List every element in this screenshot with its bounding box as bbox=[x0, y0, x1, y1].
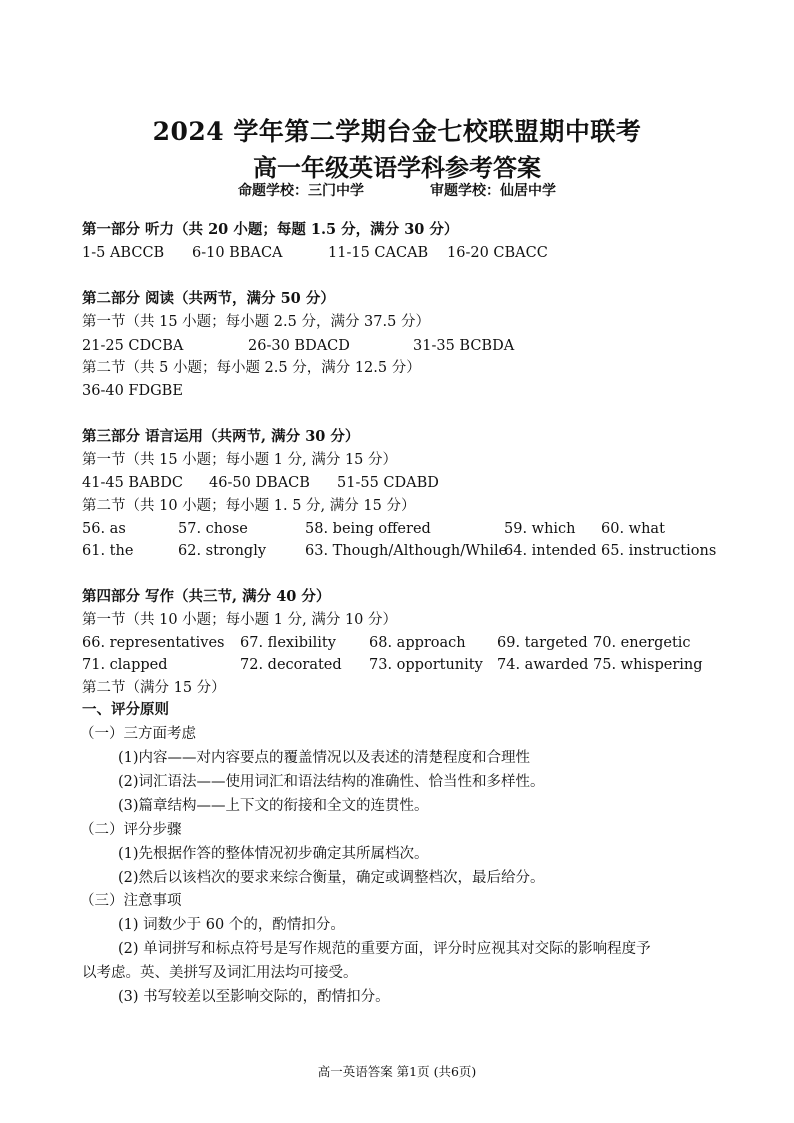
answer-item: 67. flexibility bbox=[240, 635, 336, 651]
part4-heading: 第四部分 写作（共三节, 满分 40 分） bbox=[82, 588, 331, 605]
page-title: 2024 学年第二学期台金七校联盟期中联考 bbox=[152, 117, 642, 146]
answer-item: 65. instructions bbox=[601, 543, 717, 559]
part2-section2: 第二节（共 5 小题；每小题 2.5 分，满分 12.5 分） bbox=[82, 360, 421, 376]
answer-item: 58. being offered bbox=[305, 521, 431, 537]
grading-sub-heading: （三）注意事项 bbox=[80, 893, 182, 909]
answer-item: 64. intended bbox=[504, 543, 597, 559]
answer-item: 60. what bbox=[601, 521, 665, 537]
answer-item: 61. the bbox=[82, 543, 134, 559]
answer-item: 75. whispering bbox=[593, 657, 703, 673]
grading-item: (1)内容——对内容要点的覆盖情况以及表述的清楚程度和合理性 bbox=[118, 750, 531, 766]
part4-section2: 第二节（满分 15 分） bbox=[82, 680, 226, 696]
review-school: 审题学校：仙居中学 bbox=[430, 183, 556, 199]
answer-item: 62. strongly bbox=[178, 543, 267, 559]
answer-group: 36-40 FDGBE bbox=[82, 383, 183, 399]
answer-item: 56. as bbox=[82, 521, 126, 537]
answer-group: 1-5 ABCCB bbox=[82, 245, 165, 261]
part3-section1: 第一节（共 15 小题；每小题 1 分, 满分 15 分） bbox=[82, 452, 397, 468]
grading-heading: 一、评分原则 bbox=[82, 701, 169, 718]
answer-group: 51-55 CDABD bbox=[337, 475, 439, 491]
answer-item: 59. which bbox=[504, 521, 576, 537]
author-school: 命题学校：三门中学 bbox=[238, 183, 364, 199]
answer-group: 11-15 CACAB bbox=[328, 245, 429, 261]
answer-item: 68. approach bbox=[369, 635, 466, 651]
part3-heading: 第三部分 语言运用（共两节, 满分 30 分） bbox=[82, 428, 360, 445]
answer-group: 21-25 CDCBA bbox=[82, 338, 184, 354]
page-subtitle: 高一年级英语学科参考答案 bbox=[253, 153, 541, 182]
answer-group: 6-10 BBACA bbox=[192, 245, 283, 261]
grading-item: (2) 单词拼写和标点符号是写作规范的重要方面，评分时应视其对交际的影响程度予 bbox=[118, 941, 651, 957]
grading-sub-heading: （一）三方面考虑 bbox=[80, 726, 196, 742]
grading-item: (2)词汇语法——使用词汇和语法结构的准确性、恰当性和多样性。 bbox=[118, 774, 545, 790]
part2-heading: 第二部分 阅读（共两节，满分 50 分） bbox=[82, 290, 335, 307]
grading-item: (1) 词数少于 60 个的，酌情扣分。 bbox=[118, 917, 345, 933]
grading-sub-heading: （二）评分步骤 bbox=[80, 822, 182, 838]
school-info bbox=[0, 180, 794, 200]
answer-item: 63. Though/Although/While bbox=[305, 543, 508, 559]
part3-section2: 第二节（共 10 小题；每小题 1. 5 分, 满分 15 分） bbox=[82, 498, 416, 514]
part2-section1: 第一节（共 15 小题；每小题 2.5 分，满分 37.5 分） bbox=[82, 314, 430, 330]
answer-item: 70. energetic bbox=[593, 635, 691, 651]
part1-heading: 第一部分 听力（共 20 小题；每题 1.5 分，满分 30 分） bbox=[82, 221, 459, 238]
answer-item: 57. chose bbox=[178, 521, 248, 537]
grading-item: (2)然后以该档次的要求来综合衡量，确定或调整档次，最后给分。 bbox=[118, 870, 545, 886]
grading-item: (3) 书写较差以至影响交际的，酌情扣分。 bbox=[118, 989, 390, 1005]
grading-item: (3)篇章结构——上下文的衔接和全文的连贯性。 bbox=[118, 798, 429, 814]
answer-item: 74. awarded bbox=[497, 657, 589, 673]
answer-group: 16-20 CBACC bbox=[447, 245, 548, 261]
page-footer: 高一英语答案 第1页 (共6页) bbox=[317, 1064, 477, 1079]
answer-group: 41-45 BABDC bbox=[82, 475, 183, 491]
answer-group: 31-35 BCBDA bbox=[413, 338, 515, 354]
grading-item-continued: 以考虑。英、美拼写及词汇用法均可接受。 bbox=[82, 965, 358, 981]
answer-item: 73. opportunity bbox=[369, 657, 483, 673]
answer-item: 66. representatives bbox=[82, 635, 225, 651]
grading-item: (1)先根据作答的整体情况初步确定其所属档次。 bbox=[118, 846, 429, 862]
answer-item: 69. targeted bbox=[497, 635, 588, 651]
answer-item: 71. clapped bbox=[82, 657, 168, 673]
part4-section1: 第一节（共 10 小题；每小题 1 分, 满分 10 分） bbox=[82, 612, 397, 628]
answer-item: 72. decorated bbox=[240, 657, 342, 673]
answer-group: 46-50 DBACB bbox=[209, 475, 310, 491]
answer-group: 26-30 BDACD bbox=[248, 338, 350, 354]
